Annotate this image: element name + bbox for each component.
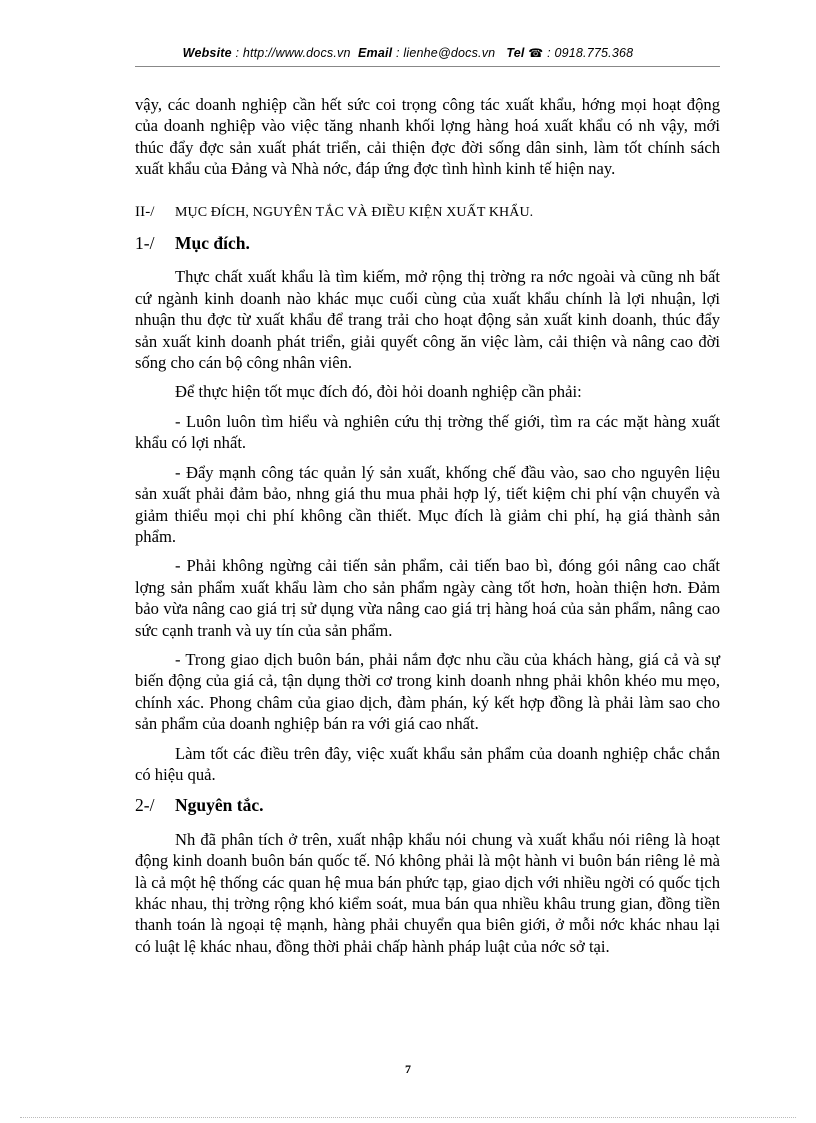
section-number: II-/ <box>135 203 155 220</box>
page-number: 7 <box>405 1062 411 1076</box>
tel-label: Tel <box>506 46 525 60</box>
subsection-number: 1-/ <box>135 233 155 254</box>
website-value: : http://www.docs.vn <box>235 46 351 60</box>
subsection-title: Nguyên tắc. <box>175 795 264 816</box>
tel-value: : 0918.775.368 <box>547 46 634 60</box>
paragraph: vậy, các doanh nghiệp cần hết sức coi trọng công tác xuất khẩu, hớng mọi hoạt động của doanh nghiệp vào việc tăng nhanh khối lợng hàng hoá xuất khẩu có nh vậy, mới thúc đẩy đợc sản xuất phát triển, cải thiện đợc đời sống dân sinh, làm tốt chính sách xuất khẩu của Đảng và Nhà nớc, đáp ứng đợc tình hình kinh tế hiện nay. <box>135 95 720 179</box>
email-label: Email <box>358 46 393 60</box>
section-title: MỤC ĐÍCH, NGUYÊN TẮC VÀ ĐIỀU KIỆN XUẤT KHẨU. <box>175 204 534 220</box>
list-item: - Luôn luôn tìm hiểu và nghiên cứu thị trờng thế giới, tìm ra các mặt hàng xuất khẩu có lợi nhất. <box>135 411 720 453</box>
subsection-number: 2-/ <box>135 795 155 816</box>
paragraph: Thực chất xuất khẩu là tìm kiếm, mở rộng thị trờng ra nớc ngoài và cũng nh bất cứ ngành kinh doanh nào khác mục cuối cùng của xuất khẩu chính là lợi nhuận, lợi nhuận thu đợc từ xuất khẩu để trang trải cho hoạt động sản xuất kinh doanh, thúc đẩy sản xuất kinh doanh phát triển, giải quyết công ăn việc làm, cải thiện và nâng cao đời sống cho cán bộ công nhân viên. <box>135 267 720 373</box>
header-rule <box>135 66 720 67</box>
paragraph: Để thực hiện tốt mục đích đó, đòi hỏi doanh nghiệp cần phải: <box>175 382 582 402</box>
email-value: : lienhe@docs.vn <box>396 46 496 60</box>
website-label: Website <box>182 46 232 60</box>
phone-icon: ☎ <box>528 46 544 60</box>
page-bottom-rule <box>20 1117 796 1118</box>
paragraph: Làm tốt các điều trên đây, việc xuất khẩu sản phẩm của doanh nghiệp chắc chắn có hiệu quả. <box>135 743 720 784</box>
list-item: - Trong giao dịch buôn bán, phải nắm đợc nhu cầu của khách hàng, giá cả và sự biến động của giá cả, tận dụng thời cơ trong kinh doanh nhng phải khôn khéo mu mẹo, chính xác. Phong châm của giao dịch, đàm phán, ký kết hợp đồng là phải làm sao cho sản phẩm của doanh nghiệp bán ra với giá cao nhất. <box>135 649 720 734</box>
document-body <box>135 94 720 965</box>
list-item: - Đẩy mạnh công tác quản lý sản xuất, khống chế đầu vào, sao cho nguyên liệu sản xuất phải đảm bảo, nhng giá thu mua phải hợp lý, tiết kiệm chi phí vận chuyển và giảm thiểu mọi chi phí không cần thiết. Mục đích là giảm chi phí, hạ giá thành sản phẩm. <box>135 462 720 546</box>
paragraph: Nh đã phân tích ở trên, xuất nhập khẩu nói chung và xuất khẩu nói riêng là hoạt động kinh doanh buôn bán quốc tế. Nó không phải là một hành vi buôn bán riêng lẻ mà là cả một hệ thống các quan hệ mua bán phức tạp, giao dịch với nhiều ngời có quốc tịch khác nhau, thị trờng rộng khó kiểm soát, mua bán qua nhiều khâu trung gian, đồng tiền thanh toán là ngoại tệ mạnh, hàng phải chuyển qua biên giới, ở mỗi nớc khác nhau lại có luật lệ khác nhau, đồng thời phải chấp hành pháp luật của nớc sở tại. <box>135 829 720 956</box>
subsection-title: Mục đích. <box>175 233 250 254</box>
section-heading <box>135 202 720 223</box>
page-header <box>0 46 816 60</box>
subsection-heading <box>135 233 720 254</box>
subsection-heading <box>135 795 720 816</box>
list-item: - Phải không ngừng cải tiến sản phẩm, cải tiến bao bì, đóng gói nâng cao chất lợng sản phẩm xuất khẩu làm cho sản phẩm ngày càng tốt hơn, hoàn thiện hơn. Đảm bảo vừa nâng cao giá trị sử dụng vừa nâng cao giá trị hàng hoá của sản phẩm, nâng cao sức cạnh tranh và uy tín của sản phẩm. <box>135 556 720 640</box>
